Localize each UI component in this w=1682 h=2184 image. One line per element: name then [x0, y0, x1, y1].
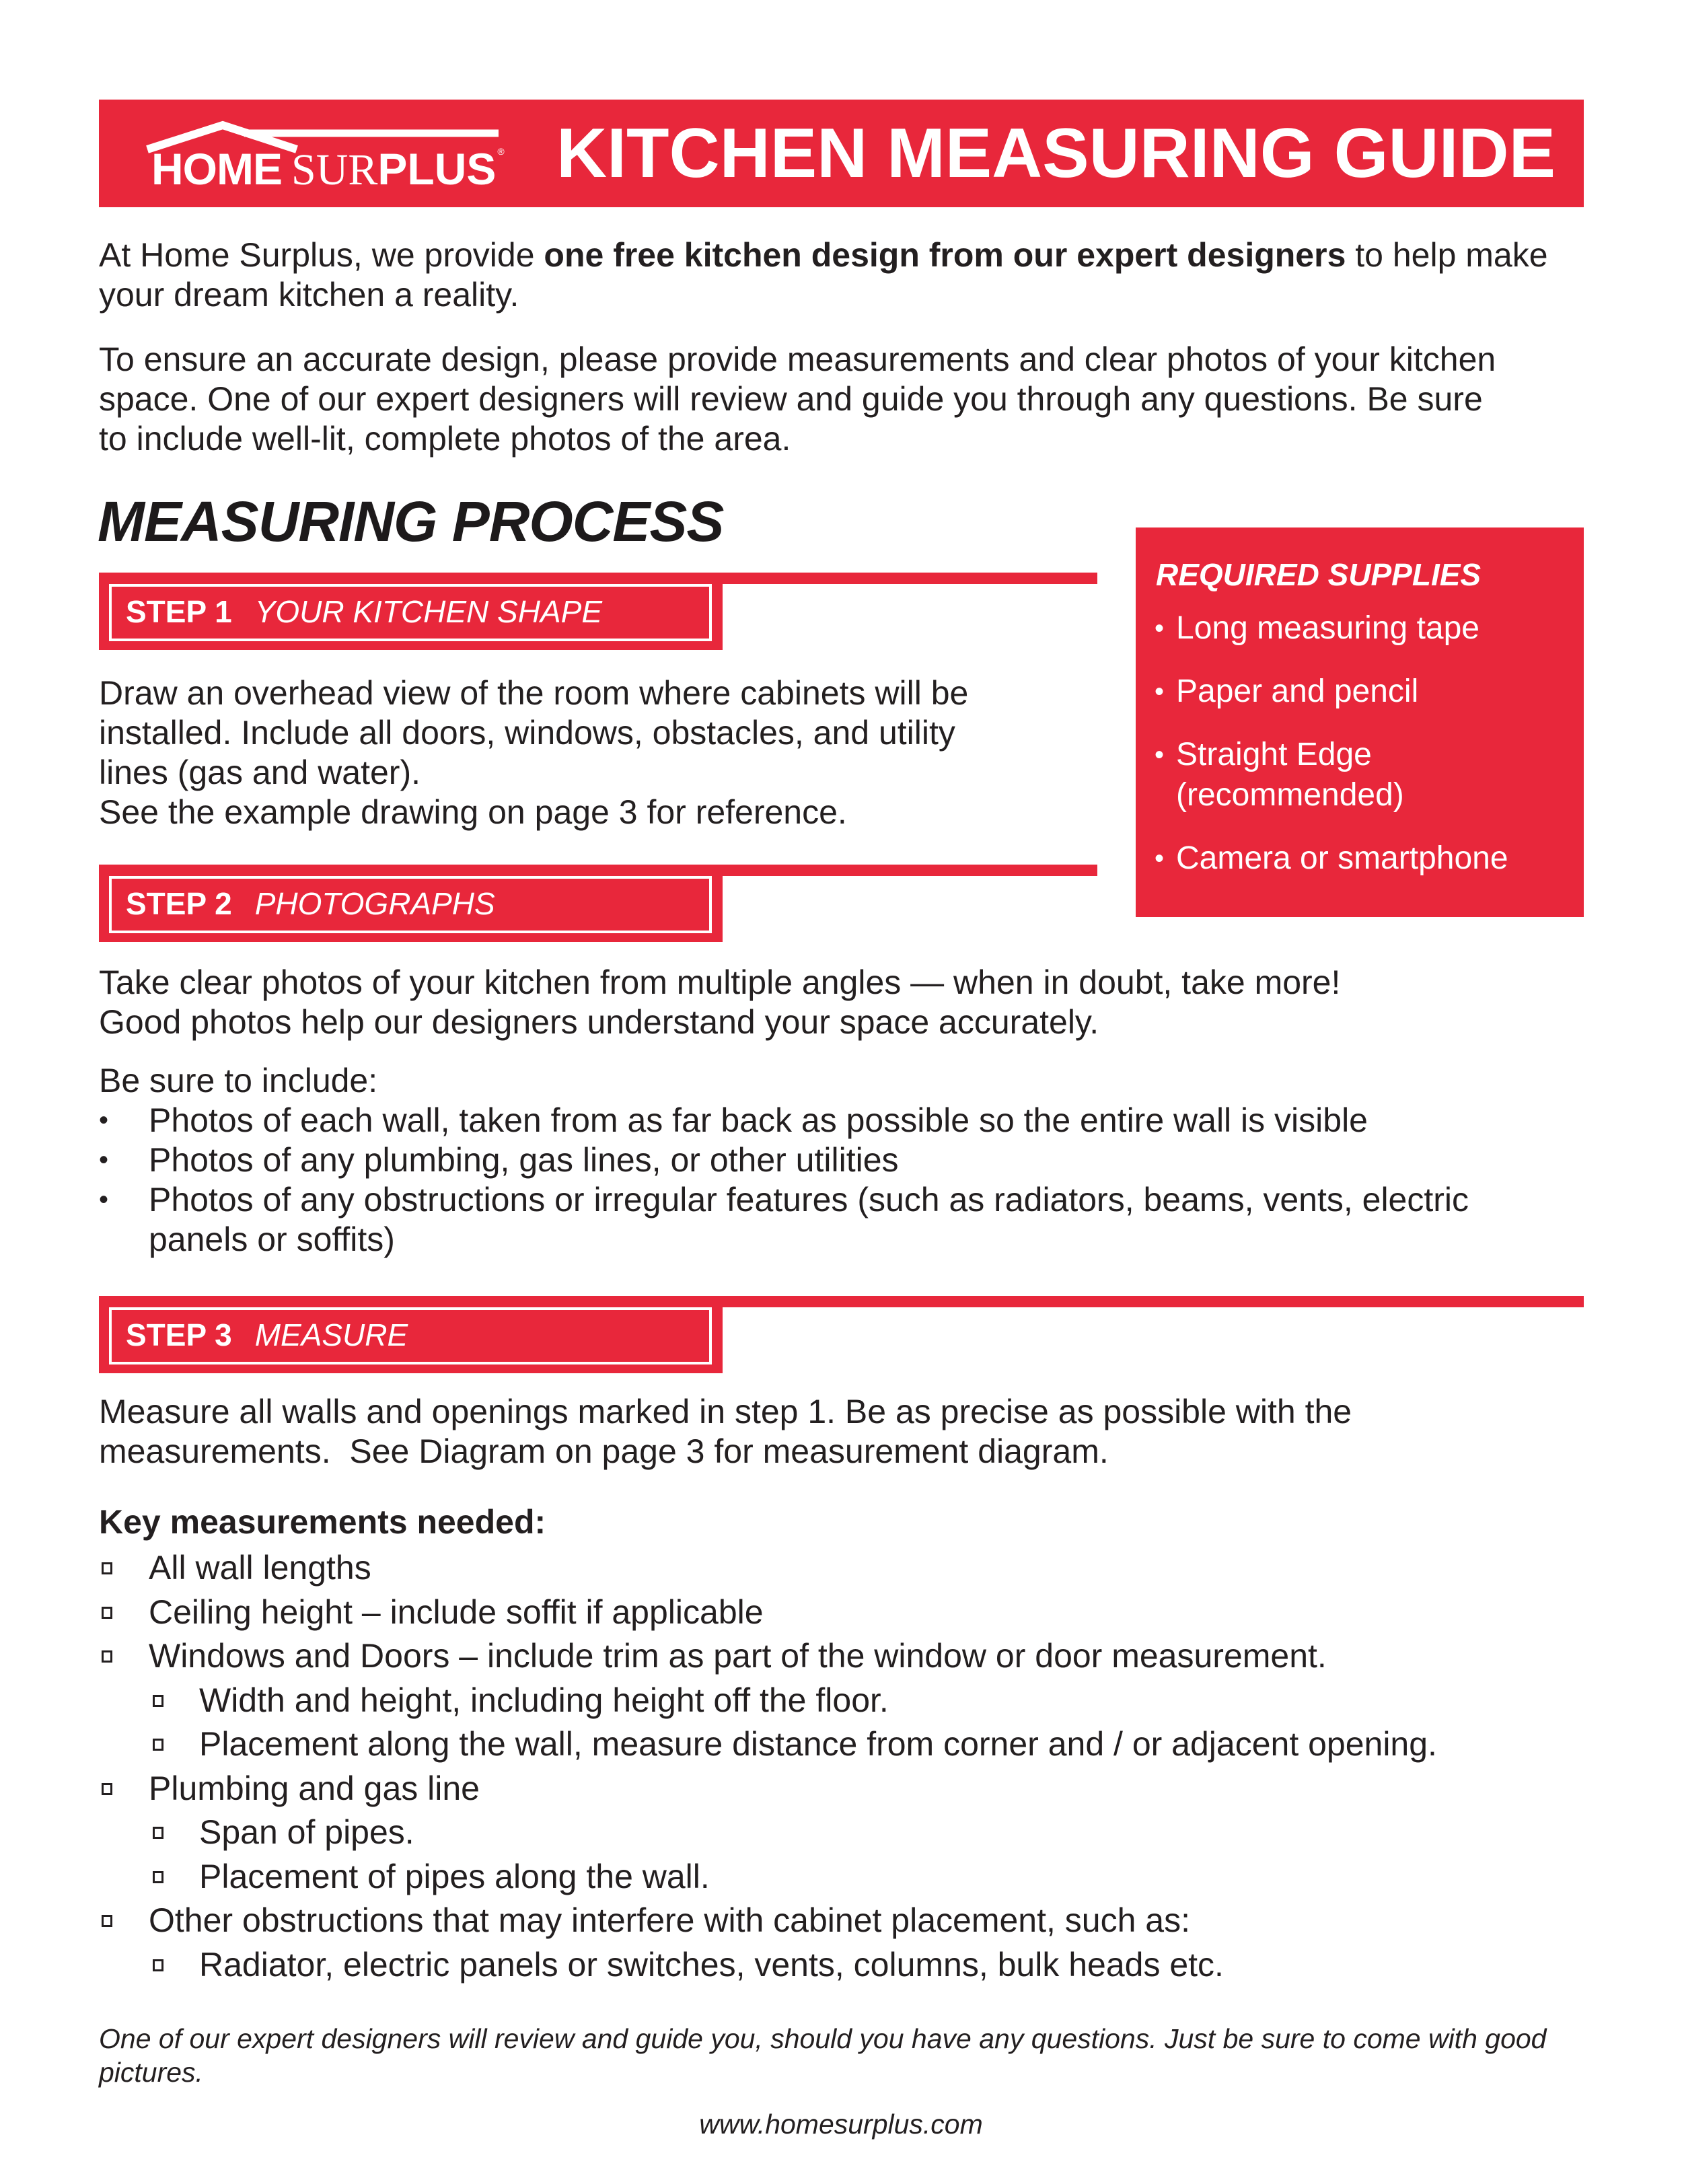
bullet-icon: •: [99, 1185, 109, 1214]
text-line: Take clear photos of your kitchen from multiple angles — when in doubt, take more!: [99, 963, 1341, 1001]
checklist-text: Placement of pipes along the wall.: [199, 1857, 710, 1895]
checklist-text: Span of pipes.: [199, 1813, 414, 1851]
checkbox-icon: [102, 1650, 112, 1663]
checklist-text: Ceiling height – include soffit if applicable: [149, 1593, 764, 1631]
page-title: KITCHEN MEASURING GUIDE: [556, 114, 1556, 192]
checkbox-icon: [102, 1915, 112, 1927]
supply-text: Straight Edge (recommended): [1176, 737, 1404, 813]
step-name: YOUR KITCHEN SHAPE: [254, 594, 602, 629]
checklist-text: All wall lengths: [149, 1549, 371, 1587]
checkbox-icon: [153, 1695, 163, 1707]
photo-bullet-list: [99, 1101, 1519, 1260]
list-item-text: Photos of any plumbing, gas lines, or other utilities: [149, 1141, 899, 1179]
supply-text: Paper and pencil: [1176, 674, 1419, 709]
text-line: lines (gas and water).: [99, 754, 421, 791]
text-line: installed. Include all doors, windows, obstacles, and utility: [99, 714, 955, 752]
supplies-title: REQUIRED SUPPLIES: [1156, 557, 1482, 592]
key-measurements-checklist: [99, 1546, 1613, 1987]
checkbox-icon: [153, 1827, 163, 1839]
logo-wordmark: [151, 144, 505, 194]
list-item: [99, 1140, 1519, 1180]
supply-item: [1152, 735, 1492, 815]
checkbox-icon: [102, 1562, 112, 1574]
checkbox-icon: [102, 1783, 112, 1795]
supply-item: [1152, 608, 1582, 649]
checklist-subitem: [99, 1811, 1613, 1855]
step-label: [126, 1313, 408, 1356]
step-name: MEASURE: [254, 1317, 408, 1352]
home-surplus-logo: [145, 120, 508, 194]
registered-mark: ®: [497, 146, 505, 157]
bullet-icon: •: [1155, 677, 1165, 706]
checklist-text: Plumbing and gas line: [149, 1769, 480, 1807]
step-1-header: [99, 573, 723, 650]
step-2-text: [99, 963, 1593, 1042]
checkbox-icon: [153, 1959, 163, 1971]
checklist-item: [99, 1899, 1613, 1943]
checklist-text: Placement along the wall, measure distance from corner and / or adjacent opening.: [199, 1725, 1437, 1763]
bullet-icon: •: [1155, 844, 1165, 873]
checklist-item: [99, 1634, 1613, 1679]
checkbox-icon: [153, 1739, 163, 1751]
checklist-item: [99, 1767, 1613, 1811]
checklist-subitem: [99, 1943, 1613, 1988]
step-number: STEP 2: [126, 886, 232, 921]
supply-item: [1152, 671, 1582, 712]
checklist-text: Width and height, including height off the floor.: [199, 1681, 889, 1719]
checklist-text: Windows and Doors – include trim as part of the window or door measurement.: [149, 1637, 1327, 1675]
step-name: PHOTOGRAPHS: [254, 886, 495, 921]
supplies-list: [1152, 608, 1582, 902]
checkbox-icon: [102, 1607, 112, 1619]
logo-sur: SUR: [291, 145, 378, 194]
supply-item: [1152, 838, 1582, 879]
step-number: STEP 1: [126, 594, 232, 629]
intro-text: to help make your dream kitchen a reality.: [99, 236, 1548, 314]
supply-text: Long measuring tape: [1176, 610, 1479, 646]
required-supplies-box: [1136, 527, 1584, 917]
checkbox-icon: [153, 1871, 163, 1883]
list-item-text: Photos of each wall, taken from as far back as possible so the entire wall is visible: [149, 1101, 1368, 1139]
bullet-icon: •: [99, 1105, 109, 1135]
list-item: [99, 1180, 1519, 1260]
bullet-icon: •: [99, 1145, 109, 1175]
logo-home: HOME: [151, 144, 282, 194]
checklist-text: Other obstructions that may interfere with cabinet placement, such as:: [149, 1901, 1190, 1939]
header-banner: [99, 100, 1584, 207]
website-link[interactable]: www.homesurplus.com: [699, 2109, 983, 2140]
text-line: Draw an overhead view of the room where cabinets will be: [99, 674, 969, 712]
closing-note: One of our expert designers will review and guide you, should you have any questions. Just be sure to come with good pictures.: [99, 2023, 1547, 2088]
intro-emphasis: one free kitchen design from our expert designers: [544, 236, 1346, 274]
checklist-item: [99, 1591, 1613, 1635]
intro-paragraph-2: To ensure an accurate design, please provide measurements and clear photos of your kitchen space. One of our expert designers will review and guide you through any questions. Be sure to include well-lit, complete photos of the area.: [99, 340, 1496, 458]
list-item: [99, 1101, 1519, 1140]
checklist-text: Radiator, electric panels or switches, vents, columns, bulk heads etc.: [199, 1945, 1224, 1983]
checklist-subitem: [99, 1855, 1613, 1899]
intro-paragraph-1: [99, 235, 1593, 315]
supply-text: Camera or smartphone: [1176, 840, 1508, 876]
step-number: STEP 3: [126, 1317, 232, 1352]
step-1-text: [99, 674, 1108, 832]
intro-text: At Home Surplus, we provide: [99, 236, 544, 274]
checklist-subitem: [99, 1722, 1613, 1767]
step-3-header: [99, 1296, 723, 1373]
text-line: See the example drawing on page 3 for reference.: [99, 793, 847, 831]
logo-plus: PLUS: [377, 144, 497, 194]
step-3-text: [99, 1392, 1593, 1471]
step-label: [126, 590, 602, 633]
checklist-subitem: [99, 1679, 1613, 1723]
bullet-icon: •: [1155, 614, 1165, 643]
checklist-item: [99, 1546, 1613, 1591]
list-item-text: Photos of any obstructions or irregular features (such as radiators, beams, vents, electric panels or soffits): [149, 1181, 1469, 1258]
step-label: [126, 882, 495, 925]
text-line: Measure all walls and openings marked in step 1. Be as precise as possible with the: [99, 1393, 1352, 1430]
text-line: measurements. See Diagram on page 3 for measurement diagram.: [99, 1432, 1109, 1470]
text-line: Good photos help our designers understand your space accurately.: [99, 1003, 1099, 1041]
section-title: MEASURING PROCESS: [98, 490, 724, 553]
step-2-header: [99, 865, 723, 942]
key-measurements-title: Key measurements needed:: [99, 1503, 546, 1541]
bullet-icon: •: [1155, 740, 1165, 770]
include-label: Be sure to include:: [99, 1062, 378, 1099]
